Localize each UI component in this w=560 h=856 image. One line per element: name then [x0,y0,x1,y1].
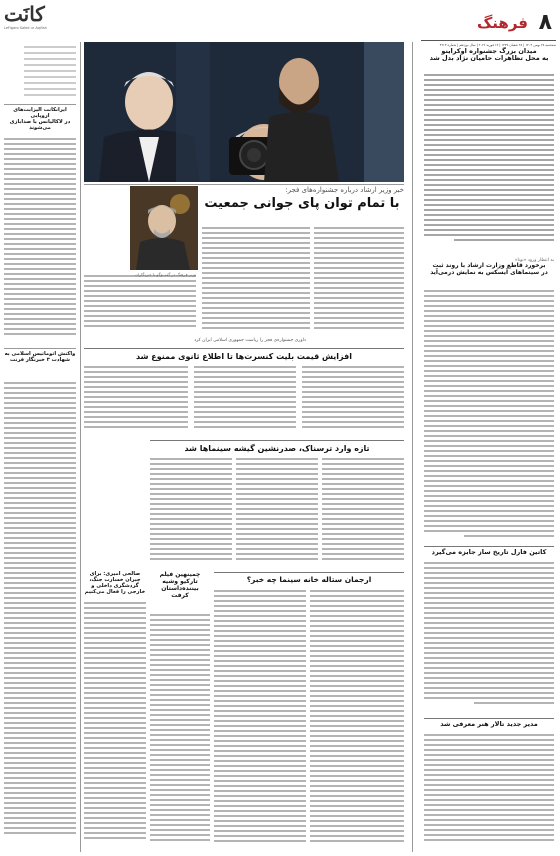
sanctions-headline-1: صالحی امیری: برای جبران خسارت جنگ، [89,571,141,583]
cinema-headline-2: تارکیو وشیه [162,577,198,585]
left-col-1-headline-2: در لاکالیانس با صدابازی می‌شوند [9,118,71,131]
sub-note: داوری جشنواره‌ی فجر را ریاست جمهوری اسلامی ایران کرد [194,338,306,343]
lead-photo-caption: وزیر فرهنگ در گفت‌وگو با خبرنگاران [135,272,196,277]
grammy-headline: کاتین فارل تاریخ ساز جایزه می‌گیرد [431,548,547,556]
lead-headline: با تمام توان پای جوانی جمعیت [204,196,400,211]
article-body-grammy [424,560,554,710]
box-office-headline: تازه وارد ترسناک، صدرنشین گیشه سینماها شد [184,444,370,453]
middle-right-kicker: به انتظار ورود «نونا» [514,258,554,263]
middle-right-headline-1: برخورد قاطع وزارت ارشاد با روند ثبت [432,262,546,269]
article-body-closing [214,588,404,850]
left-col-1-headline-1: ایرانکانت الیزابت‌های اروپایی [13,107,67,119]
left-sidebar-info [4,44,76,102]
price-notice-headline: افزایش قیمت بلیت کنسرت‌ها تا اطلاع ثانوی ممنوع شد [136,352,352,361]
article-body-sanctions [84,600,146,850]
section-header [421,4,556,47]
headline-top-right-1: میدان بزرگ جشنواره اوکراینو [441,47,537,55]
left-col-2-headline-1: واکنش اتوماتیس اسلامی به [4,351,76,357]
article-body-top-right [424,72,554,246]
cinema-headline-3: بیننده‌داستان [161,584,199,592]
article-body-left-col-1 [4,136,76,346]
left-col-2-headline-2: شهادت ۳ خبرنگار فرنت [10,356,70,363]
cinema-headline-4: کرفت [171,591,189,599]
article-body-box-office [150,456,404,566]
middle-right-headline-2: در سینماهای آیسکس به نمایش درمی‌آید [430,268,548,276]
article-body-lead [84,226,404,336]
closing-headline: ارجمان ستاله خانه سینما چه خبر؟ [246,575,372,584]
article-body-cinema [150,612,210,850]
logo [4,2,78,42]
article-body-left-col-2 [4,380,76,850]
article-body-price [84,364,404,436]
logo-text: كانَت [4,2,45,26]
date-line: سه‌شنبه ۲۸ بهمن ۱۴۰۴ | ۲۸ شعبان ۱۴۴۷ | ۱۷ فوریه ۲۰۲۶ | سال نوزدهم | شماره ۴۹۱۳ [439,43,556,47]
page-number: ٨ [538,10,552,35]
logo-subtitle: LeFigaro Saïed ur Aqilish [4,26,47,30]
cinema-headline-1: چمینهین فیلم [159,571,201,578]
headline-top-right-2: به محل تظاهرات حامیان نژاد بدل شد [429,54,549,63]
sanctions-headline-2: گردشگری داخلی و خارجی را فعال می‌کنیم [84,582,146,595]
director-headline: مدیر جدید تالار هنر معرفی شد [440,720,538,728]
article-body-director [424,732,554,850]
top-photo [84,42,404,182]
article-body-middle-right [424,288,554,543]
section-title: فرهنگ [476,14,528,32]
lead-kicker: خبر وزیر ارشاد درباره جشنواره‌های فجر: [285,186,404,194]
